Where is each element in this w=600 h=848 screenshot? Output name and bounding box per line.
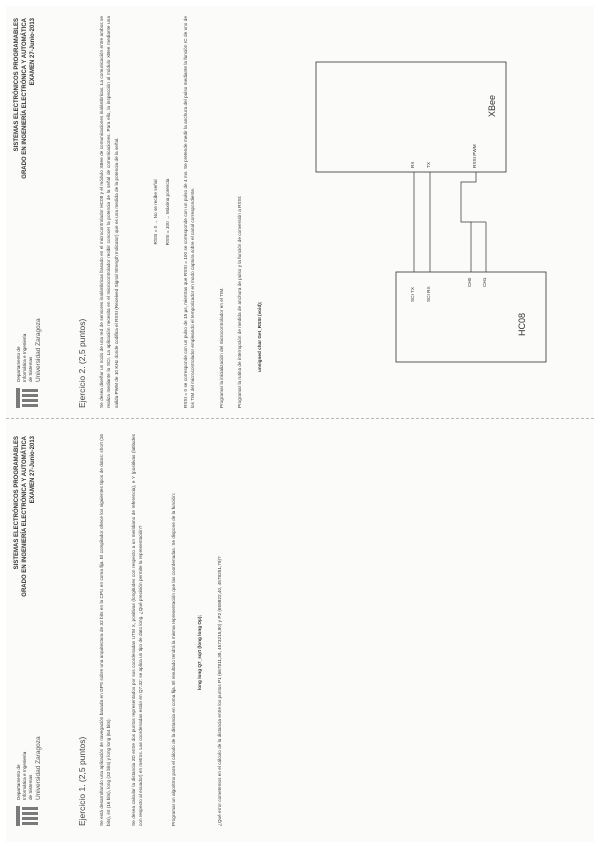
degree-title: GRADO EN INGENIERÍA ELECTRÓNICA Y AUTOMÁTICA	[21, 18, 28, 179]
pin-ch1: CH1	[482, 277, 487, 287]
university-crest-icon	[16, 806, 38, 826]
exercise-1-paragraph-2: Se desea calcular la distancia 2D entre dos puntos representados por sus coordenadas UTM X, positivas (longitudes con respecto a un meridiano de referencia), e Y (positivas (latitudes con respecto al ecuador) en metros. Las coordenadas están en Q7.32: se aplica un tipo de dato long. ¿Qué precisión permite la representación?	[131, 434, 144, 826]
exercise-2-paragraph-2: RSSI = 0 se corresponde con un pulso de 15 μs, mientras que RSSI = 100 se corresponde con un pulso de 4 ms. Se pretende medir la anchura del pulso mediante la función IC de uno de los TIM del microcontrolador empleando el temporizador en modo captura sobre el canal correspondiente.	[183, 16, 196, 408]
course-title: SISTEMAS ELECTRÓNICOS PROGRAMABLES	[14, 18, 20, 152]
pin-sci-tx: SCI TX	[410, 286, 415, 302]
exam-page-exercise-2	[6, 12, 594, 412]
department-line-2: Informática e Ingeniería	[21, 333, 27, 382]
exercise-1-title: Ejercicio 1. (2,5 puntos)	[77, 736, 87, 826]
pin-rssi-pwm: RSSI PWM	[472, 144, 477, 168]
department-line-1: Departamento de	[16, 346, 21, 382]
page-header	[6, 12, 66, 412]
university-name: Universidad Zaragoza	[34, 736, 42, 800]
exercise-2-code: unsigned char Get_RSSI (void);	[257, 301, 262, 372]
pin-ch0: CH0	[467, 277, 472, 287]
department-line-3: de Sistemas	[27, 774, 33, 800]
university-name: Universidad Zaragoza	[34, 318, 42, 382]
rssi-min-line: RSSI = 0 → No se recibe señal	[153, 179, 158, 245]
exercise-1-paragraph-3: Programar un algoritmo para el cálculo de la distancia en coma fija. El resultado tendrá la misma representación que las coordenadas. Se dispone de la función:	[171, 492, 176, 826]
department-block	[16, 705, 43, 800]
page-divider	[6, 418, 594, 419]
university-crest-icon	[16, 388, 38, 408]
module-label: XBee	[487, 94, 497, 117]
exercise-2-paragraph-4: Programar la rutina de interrupción de medida de anchura de pulso y la función de conversión a RSSI:	[237, 195, 242, 408]
exercise-1-paragraph-1: Se está desarrollando una aplicación de navegación basada en GPS sobre una arquitectura de 32 bits en la CPU en coma fija. El compilador ofrece los siguientes tipos de datos: short (16 bits), int (16 bits), long (32 bits) y long long (64 bits).	[99, 434, 112, 826]
exam-title-block	[14, 436, 37, 676]
exam-date: EXAMEN 27-Junio-2013	[29, 436, 36, 504]
department-block	[16, 287, 43, 382]
pin-rx: RX	[410, 161, 415, 168]
page-header	[6, 430, 66, 830]
exercise-2-title: Ejercicio 2. (2,5 puntos)	[77, 318, 87, 408]
exercise-1-paragraph-4: ¿Qué error cometemos en el cálculo de la distancia entre los puntos P1 (667811,38, 4573215,80) y P2 (659822,40, 4578251,79)?	[217, 556, 222, 826]
exercise-2-paragraph-1: Se desea diseñar un nodo de una red de sensores inalámbricas basado en el microcontrolador HC08 y el módulo XBee de comunicaciones inalámbricas. La comunicación entre ambos se realiza mediante la SCI. La aplicación necesita en el microcontrolador recibir conocer la potencia de la señal de comunicaciones. Para ello, la inspección al módulo XBee mediante una salida PWM de 10 KHz donde codifica el RSSI (Received Signal Strength Indicator) que es una medida de la potencia de la señal.	[99, 16, 119, 408]
mcu-label: HC08	[517, 312, 527, 336]
exam-date: EXAMEN 27-Junio-2013	[29, 18, 36, 86]
department-line-1: Departamento de	[16, 764, 21, 800]
department-line-2: Informática e Ingeniería	[21, 751, 27, 800]
exercise-1-code: long long Q7_sqrt (long long Op);	[197, 615, 202, 690]
scanned-sheet	[6, 6, 594, 842]
exam-title-block	[14, 18, 37, 258]
exam-page-exercise-1	[6, 430, 594, 830]
exercise-2-paragraph-3: Programar la inicialización del microcontrolador en el TIM.	[219, 287, 224, 408]
rssi-max-line: RSSI = 100 → Máxima potencia	[165, 178, 170, 246]
hc08-xbee-diagram	[296, 52, 566, 372]
department-line-3: de Sistemas	[27, 356, 33, 382]
degree-title: GRADO EN INGENIERÍA ELECTRÓNICA Y AUTOMÁTICA	[21, 436, 28, 597]
pin-tx: TX	[426, 162, 431, 168]
pin-sci-rx: SCI RX	[426, 286, 431, 302]
course-title: SISTEMAS ELECTRÓNICOS PROGRAMABLES	[14, 436, 20, 570]
